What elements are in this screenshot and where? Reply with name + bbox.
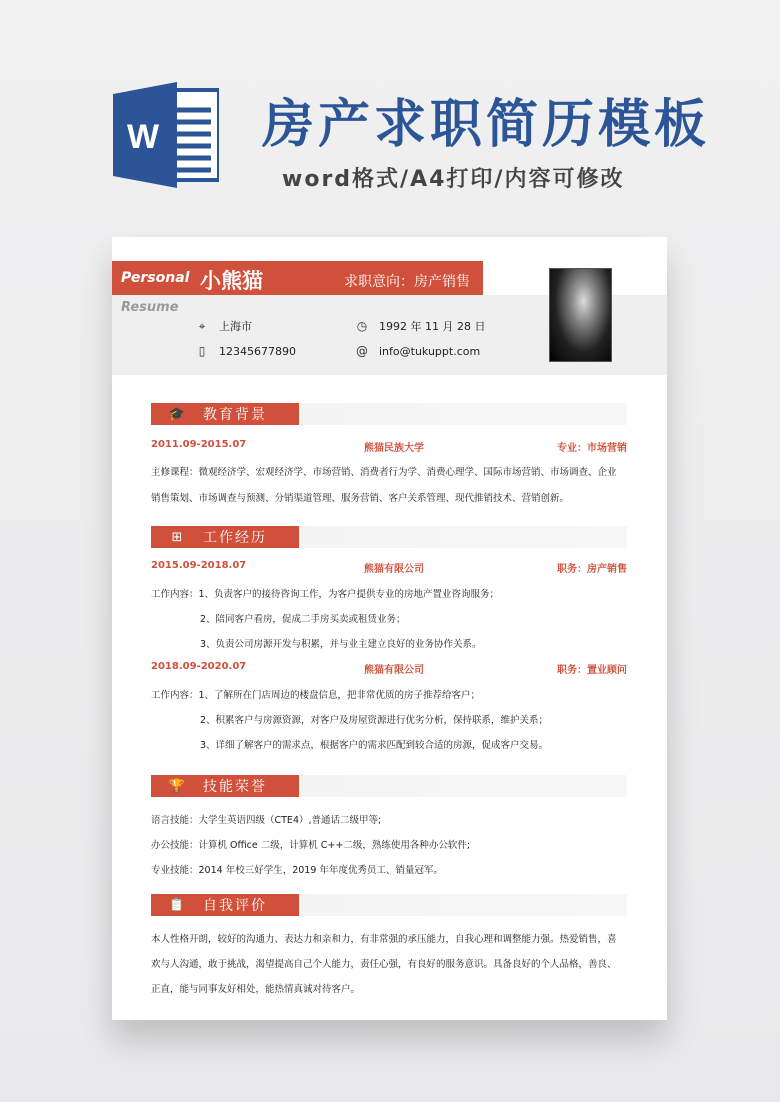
duty-line: 工作内容：1、负责客户的接待咨询工作，为客户提供专业的房地产置业咨询服务； [151,589,500,600]
email-icon: @ [356,344,368,358]
company: 熊猫有限公司 [364,564,424,575]
section-education [151,403,627,425]
section-title: 自我评价 [203,898,267,914]
section-title: 技能荣誉 [203,779,267,795]
period: 2015.09-2018.07 [151,560,247,571]
birthday: 1992 年 11 月 28 日 [379,320,486,333]
skill-line: 语言技能：大学生英语四级（CTE4）,普通话二级甲等; [151,815,382,826]
duty-line: 2、积累客户与房源资源，对客户及房屋资源进行优劣分析，保持联系，维护关系； [200,715,549,726]
education-row [151,439,627,454]
location-icon: ⌖ [198,319,206,333]
section-self [151,894,627,916]
job-row [151,560,627,575]
self-line: 正直，能与同事友好相处，能热情真诚对待客户。 [151,984,361,995]
email-link[interactable]: info@tukuppt.com [379,344,481,358]
section-title: 教育背景 [203,407,267,423]
self-line: 本人性格开朗，较好的沟通力、表达力和亲和力，有非常强的承压能力，自我心理和调整能力强。热爱销售，喜 [151,934,617,945]
role: 职务：房产销售 [557,564,627,575]
resume-label: Resume [121,300,179,315]
section-work [151,526,627,548]
section-title: 工作经历 [203,530,267,546]
courses-line: 主修课程：微观经济学、宏观经济学、市场营销、消费者行为学、消费心理学、国际市场营销、市场调查、企业 [151,467,617,478]
city-info [195,318,252,334]
clipboard-icon: 📋 [168,897,186,913]
skill-line: 专业技能：2014 年校三好学生，2019 年年度优秀员工、销量冠军。 [151,865,443,876]
self-line: 欢与人沟通，敢于挑战，渴望提高自己个人能力，责任心强，有良好的服务意识。具备良好的个人品格，善良、 [151,959,617,970]
profile-photo [549,268,612,362]
city: 上海市 [219,320,252,333]
email-info [355,344,480,358]
phone: 12345677890 [219,344,296,358]
duty-line: 3、详细了解客户的需求点，根据客户的需求匹配到较合适的房源，促成客户交易。 [200,740,549,751]
briefcase-icon: ⊞ [171,529,183,545]
phone-icon: ▯ [198,344,206,358]
company: 熊猫有限公司 [364,665,424,676]
job-intent: 求职意向：房产销售 [344,274,470,290]
birthday-info [355,318,485,334]
graduation-cap-icon: 🎓 [168,406,186,422]
period: 2018.09-2020.07 [151,661,247,672]
word-icon [113,82,219,188]
clock-icon: ◷ [356,319,368,333]
skill-line: 办公技能：计算机 Office 二级，计算机 C++二级，熟练使用各种办公软件; [151,840,471,851]
duty-line: 工作内容：1、了解所在门店周边的楼盘信息，把非常优质的房子推荐给客户； [151,690,481,701]
candidate-name: 小熊猫 [200,269,263,293]
role: 职务：置业顾问 [557,665,627,676]
phone-info [195,344,296,358]
duty-line: 3、负责公司房源开发与积累，并与业主建立良好的业务协作关系。 [200,639,482,650]
courses-line: 销售策划、市场调查与预测、分销渠道管理、服务营销、客户关系管理、现代推销技术、营销创新。 [151,493,570,504]
svg-text:W: W [126,118,160,156]
personal-label: Personal [121,270,190,286]
banner-title: 房产求职简历模板 [262,95,711,155]
section-skills [151,775,627,797]
trophy-icon: 🏆 [168,778,186,794]
major: 专业：市场营销 [557,443,627,454]
job-row [151,661,627,676]
school: 熊猫民族大学 [364,443,424,454]
banner-subtitle: word格式/A4打印/内容可修改 [282,167,625,192]
period: 2011.09-2015.07 [151,439,247,450]
duty-line: 2、陪同客户看房，促成二手房买卖或租赁业务； [200,614,406,625]
